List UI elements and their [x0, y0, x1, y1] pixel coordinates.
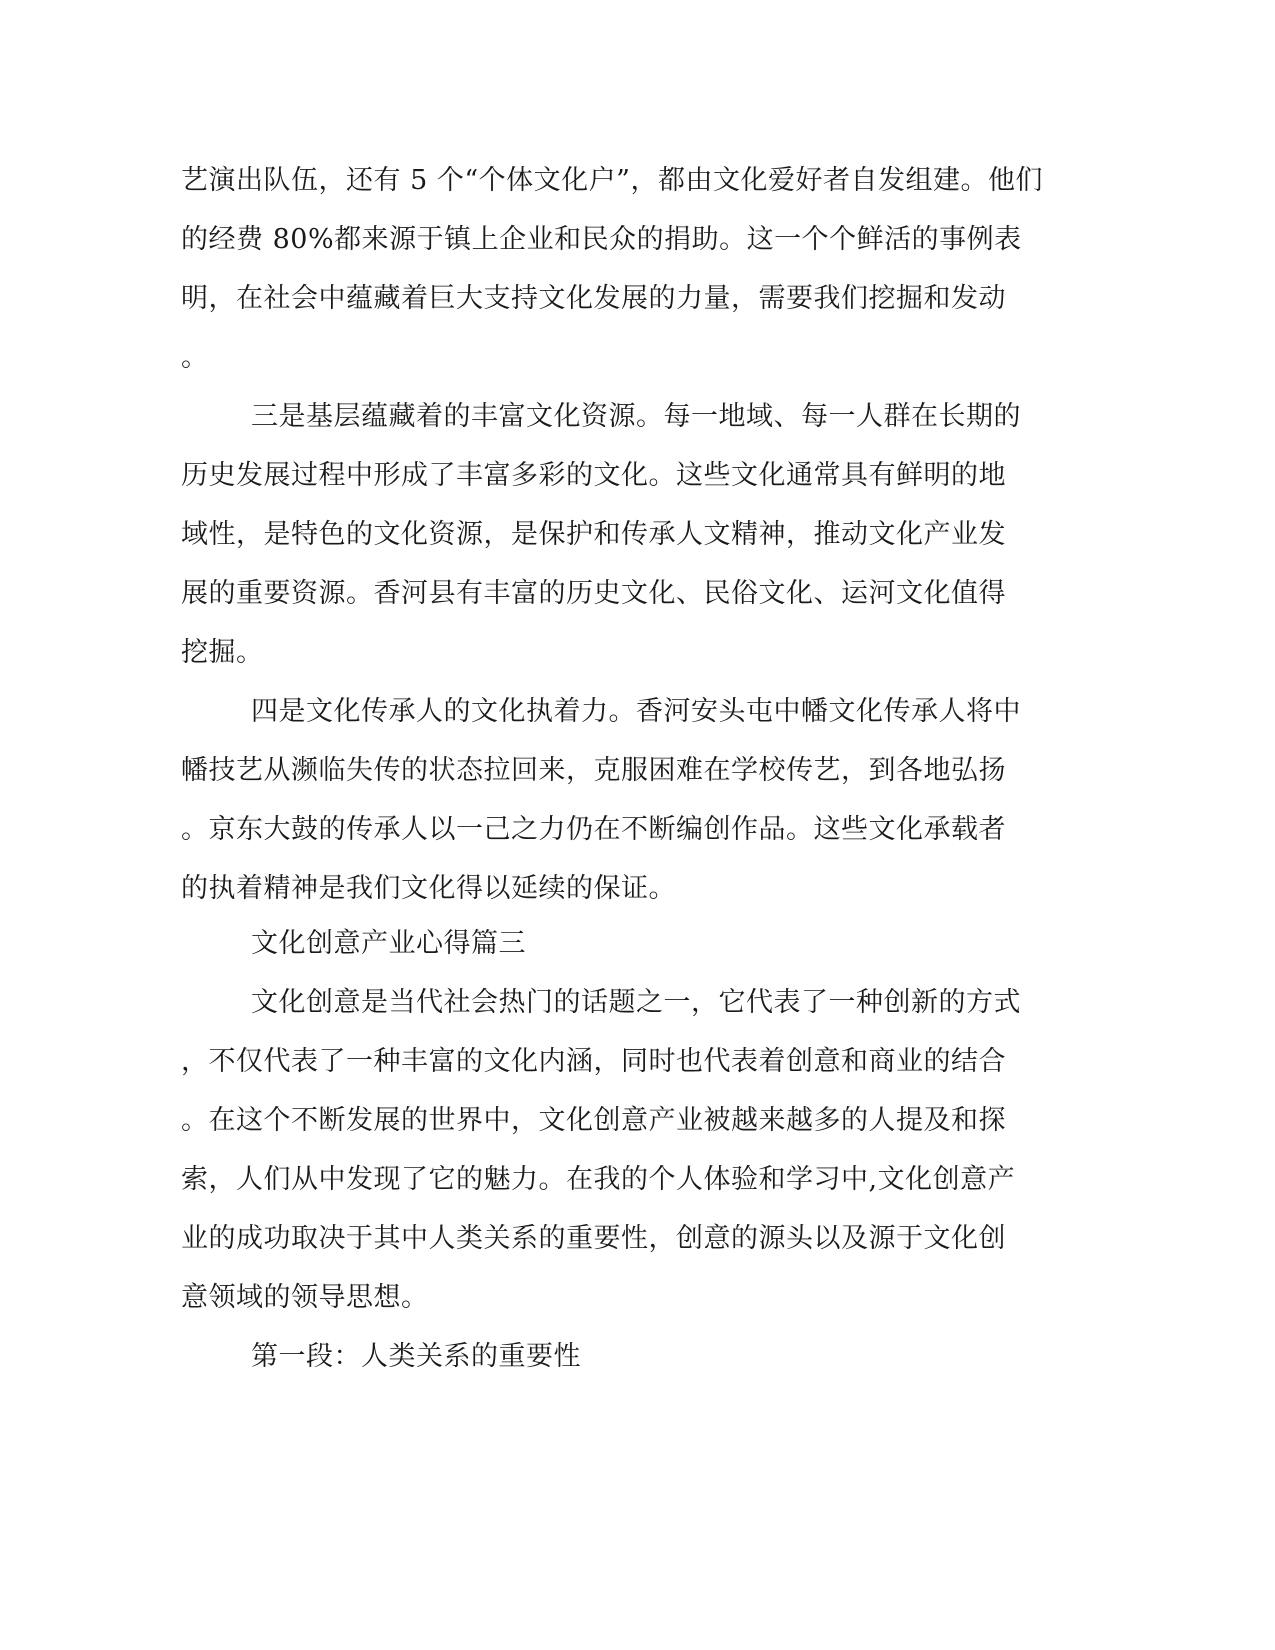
paragraph-line: 历史发展过程中形成了丰富多彩的文化。这些文化通常具有鲜明的地	[181, 460, 1006, 491]
paragraph-line: 意领域的领导思想。	[181, 1282, 429, 1313]
paragraph-line: 索，人们从中发现了它的魅力。在我的个人体验和学习中,文化创意产	[181, 1164, 1016, 1195]
paragraph-line: 业的成功取决于其中人类关系的重要性，创意的源头以及源于文化创	[181, 1223, 1006, 1254]
section-heading: 文化创意产业心得篇三	[251, 928, 526, 959]
paragraph-line: 幡技艺从濒临失传的状态拉回来，克服困难在学校传艺，到各地弘扬	[181, 755, 1006, 786]
paragraph-line: 。	[181, 342, 209, 373]
paragraph-line: 四是文化传承人的文化执着力。香河安头屯中幡文化传承人将中	[251, 696, 1021, 727]
section-heading: 第一段：人类关系的重要性	[251, 1341, 581, 1372]
paragraph-line: 挖掘。	[181, 637, 264, 668]
paragraph-line: 展的重要资源。香河县有丰富的历史文化、民俗文化、运河文化值得	[181, 578, 1006, 609]
paragraph-line: 文化创意是当代社会热门的话题之一，它代表了一种创新的方式	[251, 987, 1021, 1018]
paragraph-line: 艺演出队伍，还有 5 个“个体文化户”，都由文化爱好者自发组建。他们	[181, 165, 1043, 196]
paragraph-line: 域性，是特色的文化资源，是保护和传承人文精神，推动文化产业发	[181, 519, 1006, 550]
paragraph-line: 三是基层蕴藏着的丰富文化资源。每一地域、每一人群在长期的	[251, 401, 1021, 432]
paragraph-line: 。在这个不断发展的世界中，文化创意产业被越来越多的人提及和探	[181, 1105, 1006, 1136]
paragraph-line: 的执着精神是我们文化得以延续的保证。	[181, 873, 676, 904]
paragraph-line: 明，在社会中蕴藏着巨大支持文化发展的力量，需要我们挖掘和发动	[181, 283, 1006, 314]
paragraph-line: 。京东大鼓的传承人以一己之力仍在不断编创作品。这些文化承载者	[181, 814, 1006, 845]
paragraph-line: ，不仅代表了一种丰富的文化内涵，同时也代表着创意和商业的结合	[181, 1046, 1006, 1077]
paragraph-line: 的经费 80%都来源于镇上企业和民众的捐助。这一个个鲜活的事例表	[181, 224, 1022, 255]
